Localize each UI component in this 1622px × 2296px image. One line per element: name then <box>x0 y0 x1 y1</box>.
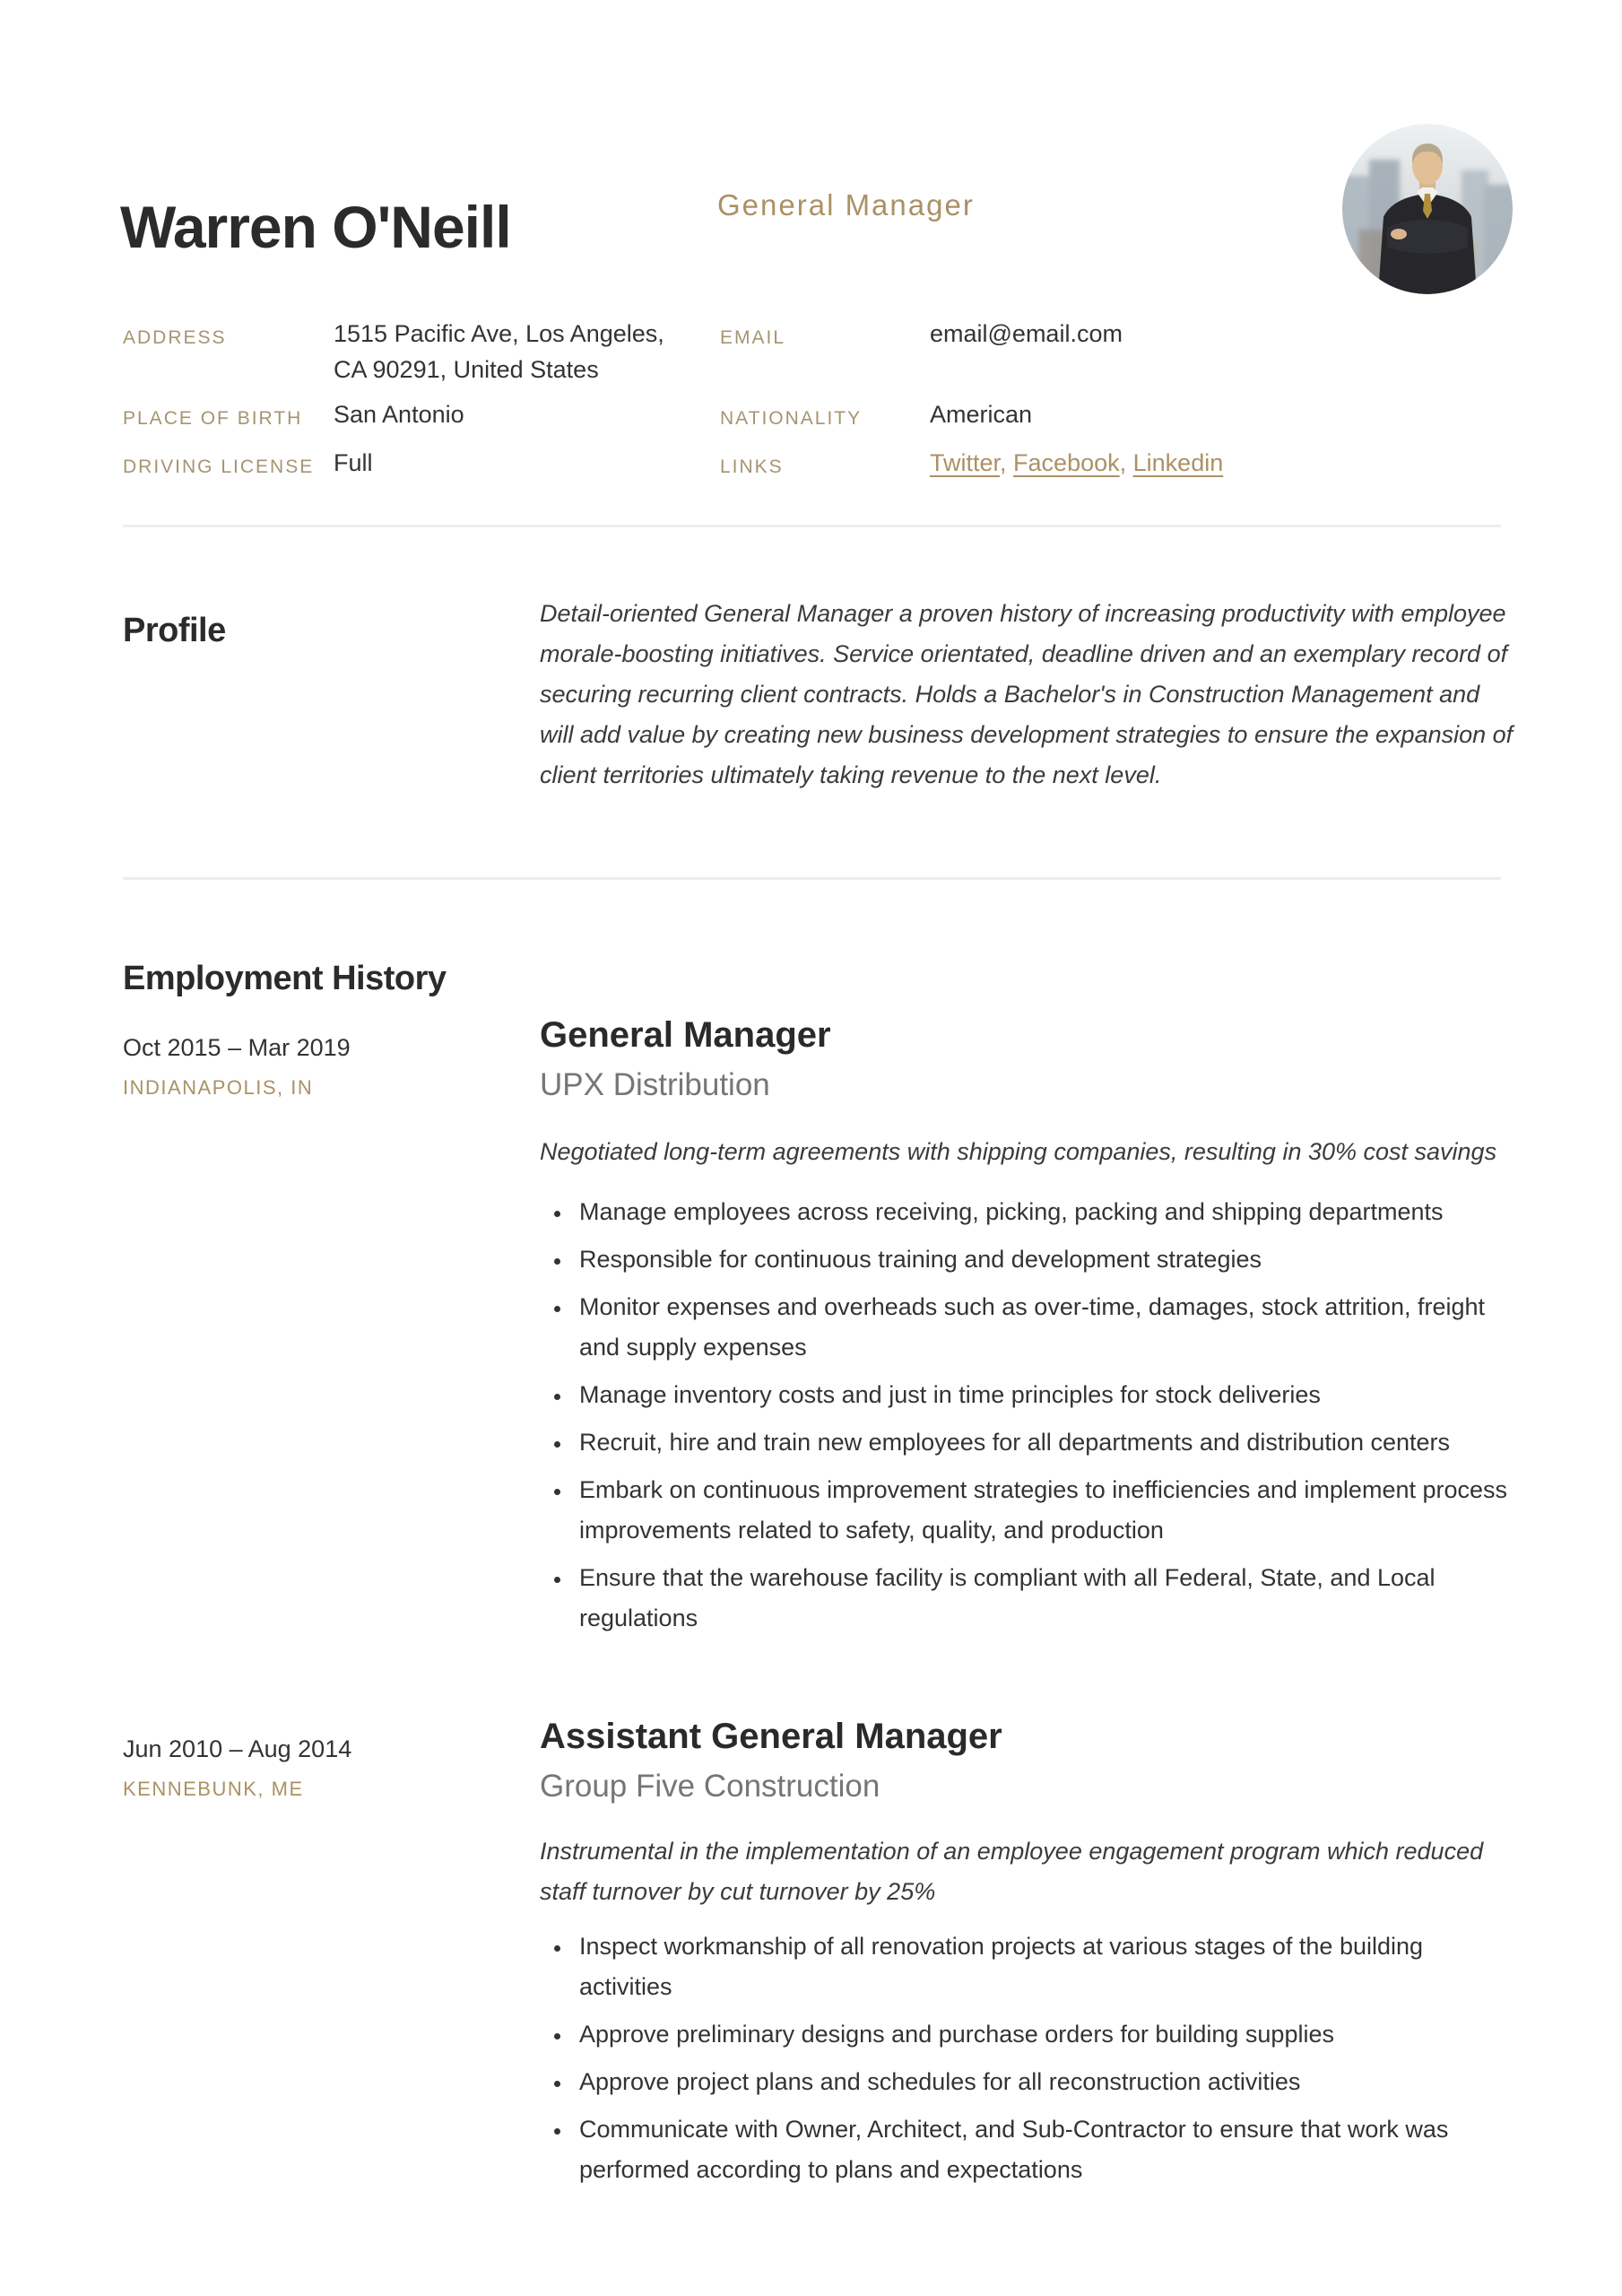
links-value <box>930 445 1514 481</box>
nationality-label: NATIONALITY <box>720 408 863 429</box>
bullet-item: • Embark on continuous improvement strategies to inefficiencies and implement process improvements related to safety, quality, and production <box>572 1470 1515 1551</box>
job-summary: Negotiated long-term agreements with shipping companies, resulting in 30% cost savings <box>540 1138 1497 1165</box>
job-bullet-list <box>540 1192 1515 1639</box>
avatar-illustration <box>1342 124 1513 294</box>
bullet-item: • Approve preliminary designs and purchase orders for building supplies <box>572 2014 1515 2055</box>
divider <box>123 525 1501 527</box>
address-value: 1515 Pacific Ave, Los Angeles, CA 90291, United States <box>334 320 664 383</box>
links-label: LINKS <box>720 457 784 477</box>
bullet-item: • Approve project plans and schedules for all reconstruction activities <box>572 2062 1515 2102</box>
job-location: KENNEBUNK, ME <box>123 1778 304 1800</box>
bullet-item: • Recruit, hire and train new employees for all departments and distribution centers <box>572 1422 1515 1463</box>
bullet-item: • Communicate with Owner, Architect, and Sub-Contractor to ensure that work was performed according to plans and expectations <box>572 2109 1515 2190</box>
email-value: email@email.com <box>930 320 1123 347</box>
job-meta <box>123 1031 517 1100</box>
driving-license-value: Full <box>334 449 373 476</box>
job-location: INDIANAPOLIS, IN <box>123 1076 314 1099</box>
link-facebook[interactable]: Facebook <box>1013 449 1120 476</box>
job-title: General Manager <box>540 1015 831 1055</box>
bullet-item: • Ensure that the warehouse facility is compliant with all Federal, State, and Local regulations <box>572 1558 1515 1639</box>
person-name: Warren O'Neill <box>120 194 511 261</box>
driving-license-label: DRIVING LICENSE <box>123 457 315 477</box>
job-company: Group Five Construction <box>540 1769 880 1804</box>
bullet-item: • Monitor expenses and overheads such as over-time, damages, stock attrition, freight and supply expenses <box>572 1287 1515 1368</box>
person-job-title: General Manager <box>717 188 975 222</box>
contact-details <box>123 316 1514 484</box>
address-label: ADDRESS <box>123 327 227 348</box>
avatar-photo <box>1342 124 1513 294</box>
job-bullet-list <box>540 1926 1515 2190</box>
link-separator: , <box>1119 449 1133 476</box>
bullet-item: • Manage employees across receiving, picking, packing and shipping departments <box>572 1192 1515 1232</box>
job-meta <box>123 1733 517 1801</box>
job-title: Assistant General Manager <box>540 1717 1002 1756</box>
link-twitter[interactable]: Twitter <box>930 449 1001 476</box>
nationality-value: American <box>930 401 1033 428</box>
job-summary: Instrumental in the implementation of an employee engagement program which reduced staff turnover by cut turnover by 25% <box>540 1838 1484 1905</box>
place-of-birth-label: PLACE OF BIRTH <box>123 408 303 429</box>
profile-text: Detail-oriented General Manager a proven history of increasing productivity with employee morale-boosting initiatives. Service orientated, deadline driven and an exemplary record of securing recurring client contracts. Holds a Bachelor's in Construction Management and will add value by creating new business development strategies to ensure the expansion of client territories ultimately taking revenue to the next level. <box>540 600 1514 788</box>
job-entry <box>540 1013 1515 1646</box>
job-company: UPX Distribution <box>540 1067 770 1102</box>
place-of-birth-value: San Antonio <box>334 401 464 428</box>
employment-history-heading: Employment History <box>123 959 447 997</box>
profile-heading: Profile <box>123 611 226 649</box>
link-separator: , <box>1000 449 1014 476</box>
bullet-item: • Responsible for continuous training and development strategies <box>572 1239 1515 1280</box>
job-entry <box>540 1715 1515 2197</box>
job-dates: Oct 2015 – Mar 2019 <box>123 1034 351 1061</box>
email-label: EMAIL <box>720 327 786 348</box>
bullet-item: • Manage inventory costs and just in time principles for stock deliveries <box>572 1375 1515 1415</box>
bullet-item: • Inspect workmanship of all renovation projects at various stages of the building activities <box>572 1926 1515 2007</box>
divider <box>123 877 1501 880</box>
job-dates: Jun 2010 – Aug 2014 <box>123 1735 352 1762</box>
link-linkedin[interactable]: Linkedin <box>1132 449 1224 476</box>
